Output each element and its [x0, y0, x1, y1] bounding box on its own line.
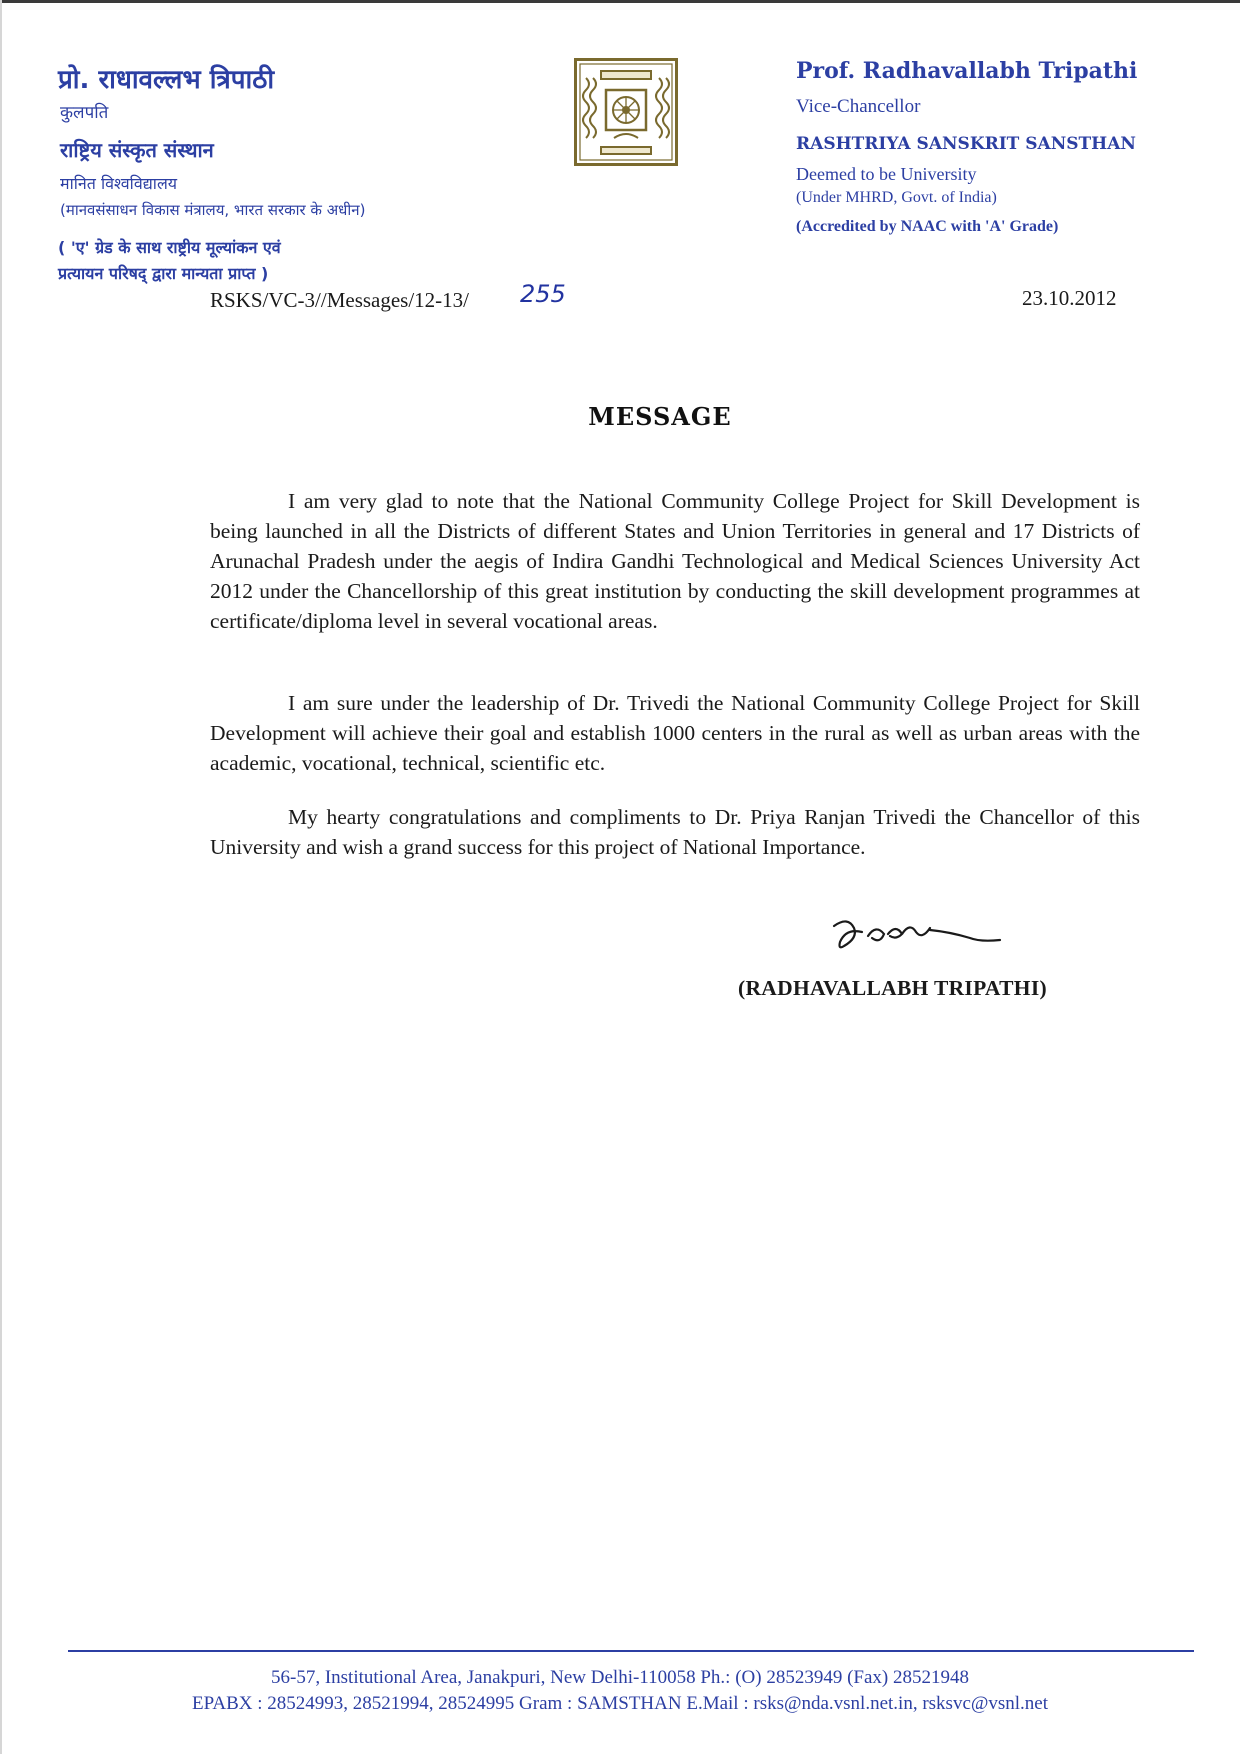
hindi-title: कुलपति	[60, 103, 109, 123]
hindi-institution: राष्ट्रिय संस्कृत संस्थान	[60, 138, 214, 162]
footer-epabx-email: EPABX : 28524993, 28521994, 28524995 Gram : SAMSTHAN E.Mail : rsks@nda.vsnl.net.in, rsksvc@vsnl.net	[191, 1693, 1049, 1714]
hindi-under-ministry: (मानवसंसाधन विकास मंत्रालय, भारत सरकार के अधीन)	[60, 201, 366, 219]
hindi-name: प्रो. राधावल्लभ त्रिपाठी	[58, 65, 275, 95]
institution-emblem-icon	[574, 58, 678, 166]
english-name: Prof. Radhavallabh Tripathi	[796, 58, 1138, 84]
handwritten-reference-number: 255	[520, 280, 566, 308]
hindi-accreditation-line-2: प्रत्यायन परिषद् द्वारा मान्यता प्राप्त )	[58, 264, 269, 283]
english-title: Vice-Chancellor	[796, 96, 921, 117]
footer-divider	[68, 1650, 1194, 1652]
body-paragraph-1: I am very glad to note that the National Community College Project for Skill Development is being launched in all the Districts of different States and Union Territories in general and 17 Districts of Arunachal Pradesh under the aegis of Indira Gandhi Technological and Medical Sciences University Act 2012 under the Chancellorship of this great institution by conducting the skill development programmes at certificate/diploma level in several vocational areas.	[210, 489, 1140, 633]
body-paragraph-3: My hearty congratulations and compliments to Dr. Priya Ranjan Trivedi the Chancellor of this University and wish a grand success for this project of National Importance.	[210, 805, 1140, 859]
hindi-accreditation-line-1: ( 'ए' ग्रेड के साथ राष्ट्रीय मूल्यांकन एवं	[58, 238, 281, 257]
english-deemed-university: Deemed to be University	[796, 164, 977, 184]
footer-address-phone: 56-57, Institutional Area, Janakpuri, New Delhi-110058 Ph.: (O) 28523949 (Fax) 28521948	[271, 1667, 969, 1688]
body-paragraph-2: I am sure under the leadership of Dr. Trivedi the National Community College Project for Skill Development will achieve their goal and establish 1000 centers in the rural as well as urban areas with the academic, vocational, technical, scientific etc.	[210, 691, 1140, 775]
scan-top-edge	[0, 0, 1240, 3]
reference-number: RSKS/VC-3//Messages/12-13/	[210, 288, 470, 312]
signatory-name: (RADHAVALLABH TRIPATHI)	[738, 976, 1047, 1000]
english-under-ministry: (Under MHRD, Govt. of India)	[796, 189, 997, 206]
english-accreditation: (Accredited by NAAC with 'A' Grade)	[796, 218, 1059, 235]
hindi-deemed-university: मानित विश्वविद्यालय	[60, 174, 178, 193]
scan-left-edge	[0, 0, 2, 1754]
message-heading: MESSAGE	[588, 402, 732, 431]
letter-date: 23.10.2012	[1022, 286, 1117, 310]
english-institution: RASHTRIYA SANSKRIT SANSTHAN	[796, 134, 1136, 154]
handwritten-signature	[826, 908, 1016, 964]
